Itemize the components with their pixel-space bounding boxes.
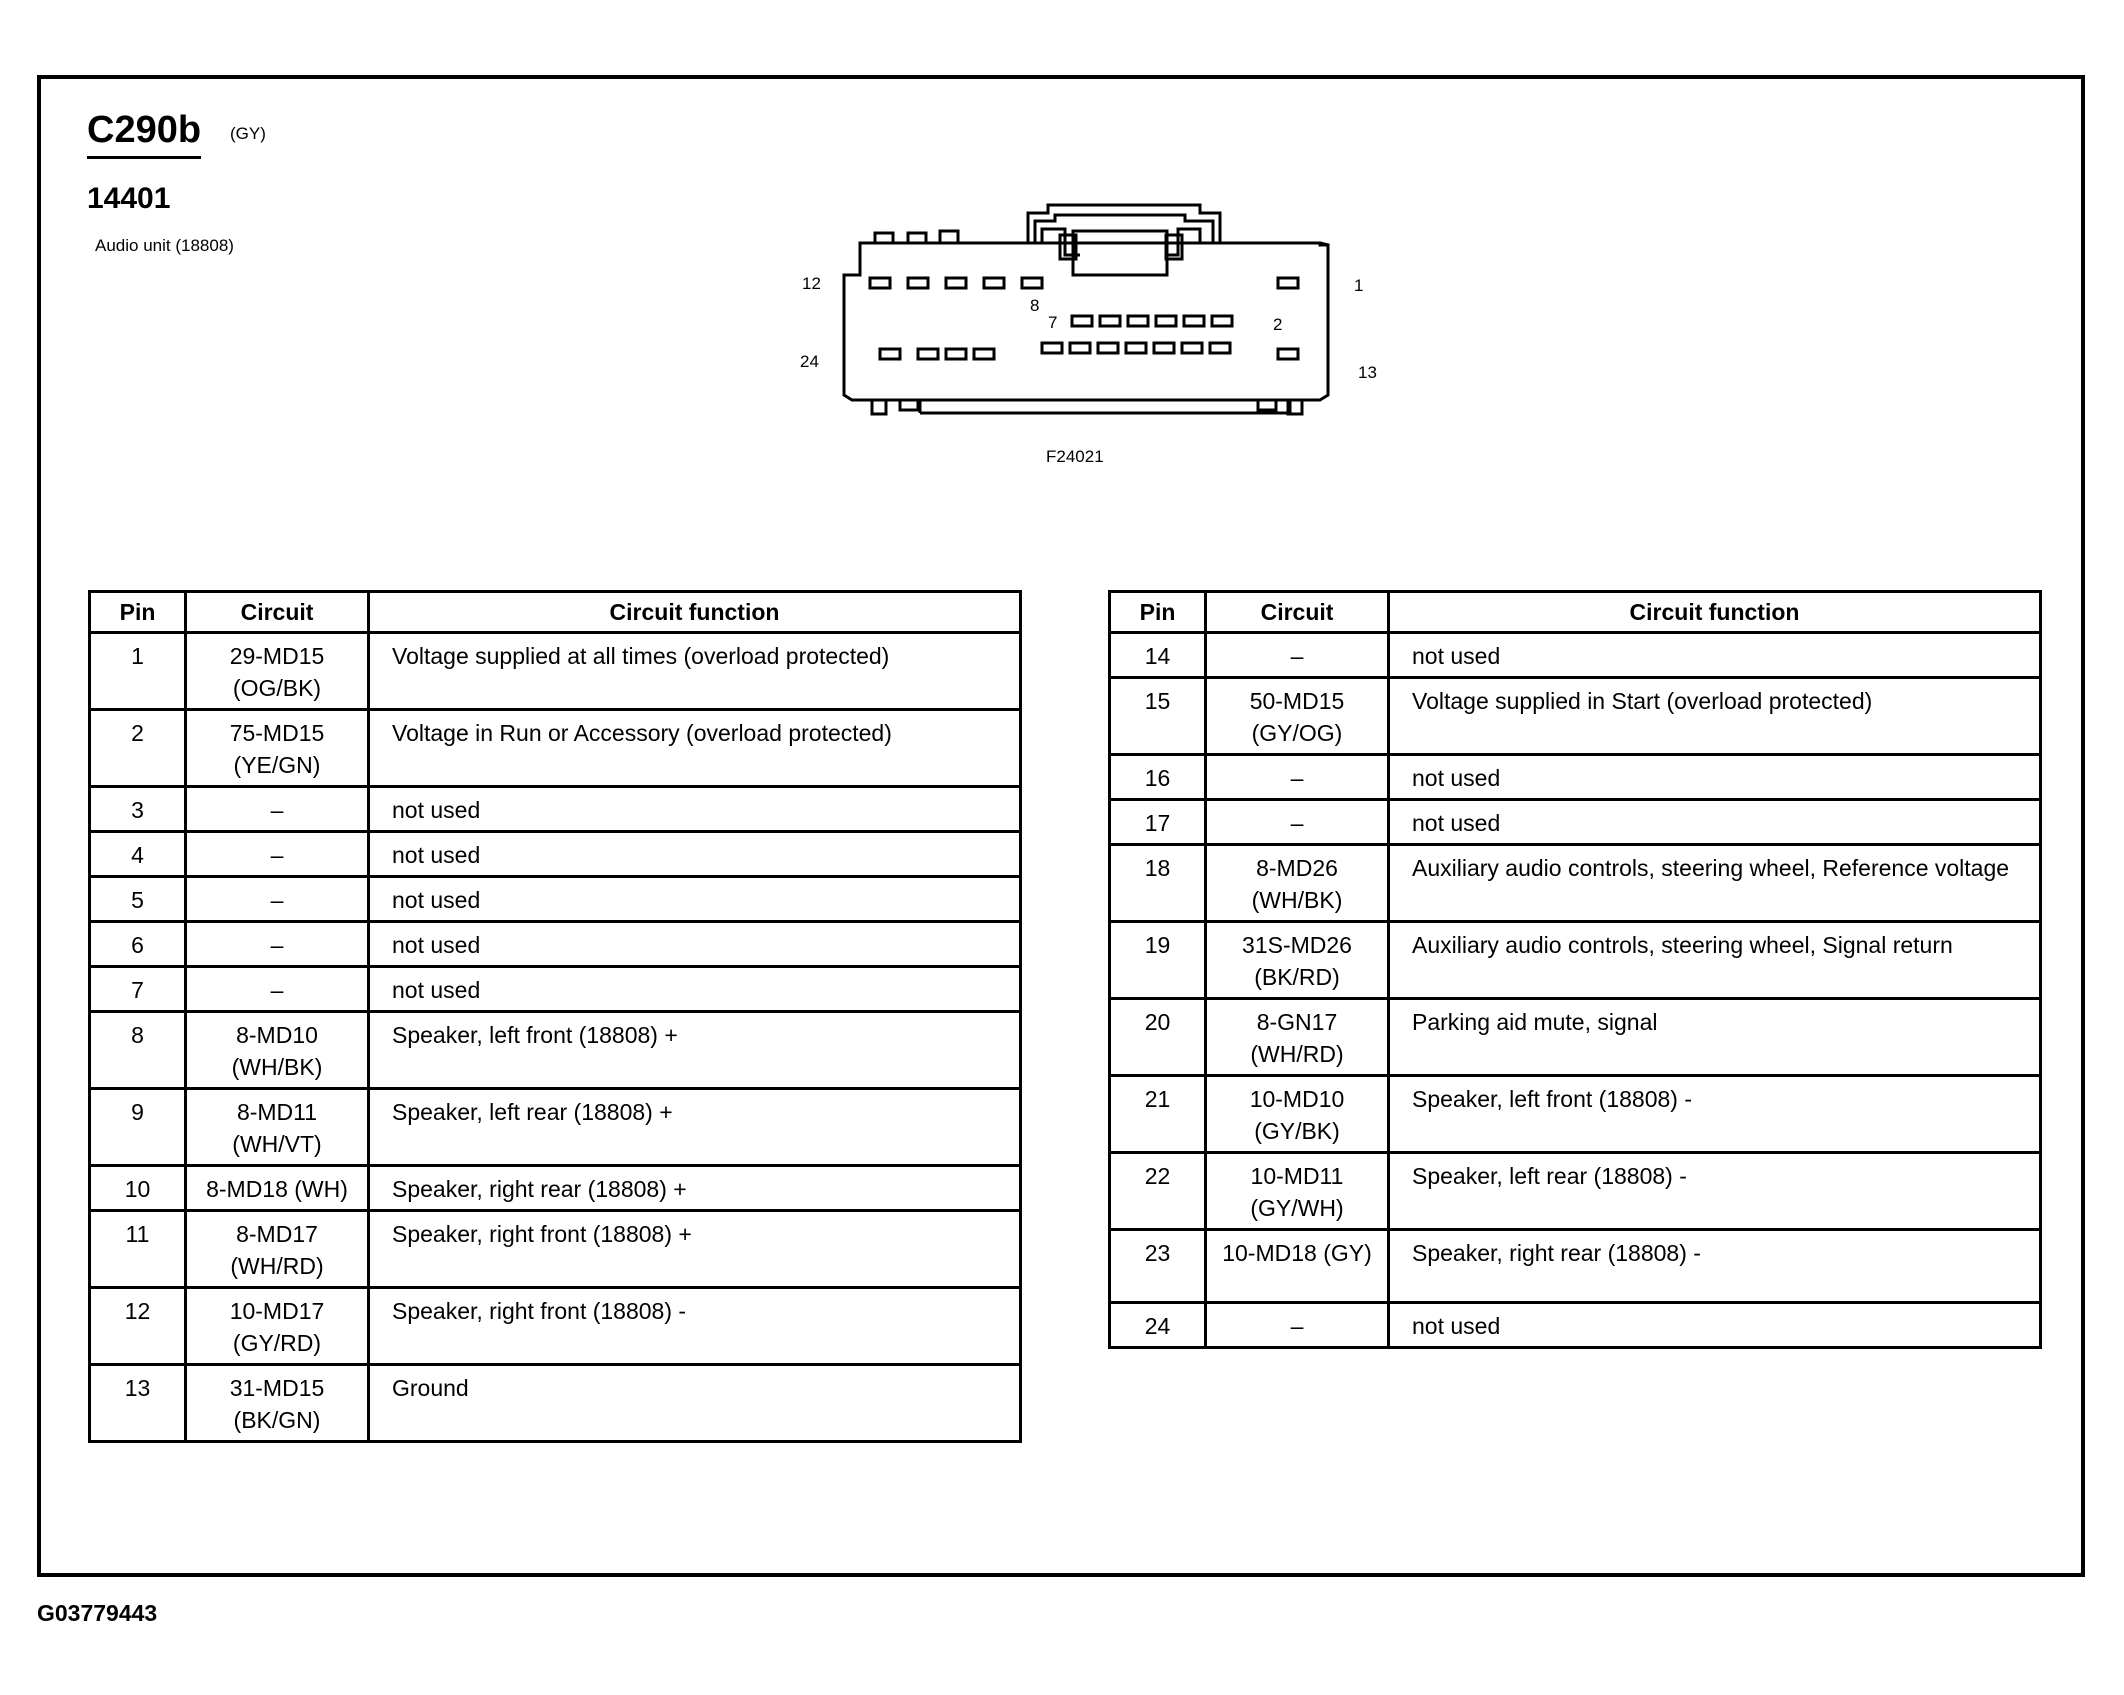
circuit: 31S-MD26 (BK/RD)	[1206, 922, 1389, 999]
circuit-function: not used	[369, 877, 1021, 922]
pin-cavity	[1278, 349, 1298, 359]
pin-cavity	[1070, 343, 1090, 353]
housing-tab	[875, 233, 893, 243]
pin-number: 3	[90, 787, 186, 832]
circuit-function: Speaker, left rear (18808) -	[1389, 1153, 2041, 1230]
pin-cavity	[1128, 316, 1148, 326]
table-row	[1110, 1303, 2041, 1348]
pin-number: 14	[1110, 633, 1206, 678]
pin-label: 1	[1354, 276, 1364, 295]
connector-id: C290b	[87, 110, 201, 159]
pin-cavity	[1042, 343, 1062, 353]
pin-number: 9	[90, 1089, 186, 1166]
pin-number: 19	[1110, 922, 1206, 999]
circuit-function: not used	[1389, 800, 2041, 845]
circuit: 8-MD17 (WH/RD)	[186, 1211, 369, 1288]
pin-label: 13	[1358, 363, 1377, 382]
circuit: –	[1206, 633, 1389, 678]
circuit-function: not used	[369, 967, 1021, 1012]
table-row	[90, 633, 1021, 710]
pin-number: 21	[1110, 1076, 1206, 1153]
component-name: Audio unit (18808)	[95, 236, 234, 255]
circuit-function: Ground	[369, 1365, 1021, 1442]
table-row	[90, 1365, 1021, 1442]
circuit-function: Speaker, right rear (18808) -	[1389, 1230, 2041, 1303]
pin-number: 12	[90, 1288, 186, 1365]
pin-cavity	[1098, 343, 1118, 353]
pin-cavity	[1212, 316, 1232, 326]
circuit: –	[186, 967, 369, 1012]
pin-number: 4	[90, 832, 186, 877]
table-row	[1110, 1230, 2041, 1303]
circuit-function: not used	[369, 787, 1021, 832]
pin-cavity	[1278, 278, 1298, 288]
part-number: 14401	[87, 182, 171, 215]
table-row	[90, 1166, 1021, 1211]
pin-number: 10	[90, 1166, 186, 1211]
circuit: –	[1206, 755, 1389, 800]
circuit: 50-MD15 (GY/OG)	[1206, 678, 1389, 755]
col-header-circuit: Circuit	[1206, 592, 1389, 633]
pin-cavity	[880, 349, 900, 359]
circuit-function: Auxiliary audio controls, steering wheel, Reference voltage	[1389, 845, 2041, 922]
table-row	[1110, 678, 2041, 755]
table-row	[1110, 922, 2041, 999]
pin-cavity	[908, 278, 928, 288]
pin-number: 6	[90, 922, 186, 967]
pin-label: 8	[1030, 296, 1040, 315]
pin-label: 7	[1048, 313, 1058, 332]
pin-cavity	[946, 349, 966, 359]
connector-color: (GY)	[230, 124, 266, 143]
circuit-function: Speaker, right front (18808) -	[369, 1288, 1021, 1365]
pin-number: 22	[1110, 1153, 1206, 1230]
pin-cavity	[1022, 278, 1042, 288]
circuit-function: not used	[369, 832, 1021, 877]
table-row	[90, 1288, 1021, 1365]
latch-window	[1073, 243, 1167, 275]
table-row	[1110, 800, 2041, 845]
pin-number: 7	[90, 967, 186, 1012]
col-header-function: Circuit function	[369, 592, 1021, 633]
table-row	[90, 967, 1021, 1012]
circuit: 10-MD18 (GY)	[1206, 1230, 1389, 1303]
col-header-circuit: Circuit	[186, 592, 369, 633]
circuit: 31-MD15 (BK/GN)	[186, 1365, 369, 1442]
circuit-function: Speaker, right rear (18808) +	[369, 1166, 1021, 1211]
pin-cavity	[1182, 343, 1202, 353]
col-header-pin: Pin	[1110, 592, 1206, 633]
table-row	[90, 877, 1021, 922]
circuit: 8-MD11 (WH/VT)	[186, 1089, 369, 1166]
circuit-function: not used	[1389, 755, 2041, 800]
circuit: –	[186, 922, 369, 967]
pin-cavity	[1126, 343, 1146, 353]
circuit: 10-MD10 (GY/BK)	[1206, 1076, 1389, 1153]
table-row	[90, 1211, 1021, 1288]
pin-number: 15	[1110, 678, 1206, 755]
circuit-function: Speaker, left front (18808) +	[369, 1012, 1021, 1089]
table-row	[90, 922, 1021, 967]
circuit-function: Speaker, left front (18808) -	[1389, 1076, 2041, 1153]
pin-number: 2	[90, 710, 186, 787]
table-row	[1110, 755, 2041, 800]
housing-foot	[872, 400, 886, 414]
pin-cavity	[870, 278, 890, 288]
pin-number: 17	[1110, 800, 1206, 845]
pin-cavity	[1210, 343, 1230, 353]
circuit-function: not used	[369, 922, 1021, 967]
table-row	[90, 1089, 1021, 1166]
circuit: –	[1206, 800, 1389, 845]
pin-label: 24	[800, 352, 819, 371]
pin-label: 12	[802, 274, 821, 293]
graphic-id: G03779443	[37, 1600, 158, 1626]
pin-cavity	[1156, 316, 1176, 326]
circuit-function: Parking aid mute, signal	[1389, 999, 2041, 1076]
housing-foot	[1258, 400, 1276, 410]
col-header-function: Circuit function	[1389, 592, 2041, 633]
pin-table-right	[1108, 590, 2042, 1349]
connector-housing	[844, 243, 1328, 400]
pin-number: 8	[90, 1012, 186, 1089]
pin-number: 13	[90, 1365, 186, 1442]
pin-cavity	[1154, 343, 1174, 353]
connector-face-diagram	[780, 195, 1400, 430]
pin-label: 2	[1273, 315, 1283, 334]
circuit: 8-MD18 (WH)	[186, 1166, 369, 1211]
pin-cavity	[1072, 316, 1092, 326]
pin-cavity	[984, 278, 1004, 288]
latch	[1028, 205, 1220, 243]
pin-number: 23	[1110, 1230, 1206, 1303]
col-header-pin: Pin	[90, 592, 186, 633]
circuit: –	[186, 787, 369, 832]
circuit: –	[1206, 1303, 1389, 1348]
table-row	[1110, 845, 2041, 922]
pin-number: 24	[1110, 1303, 1206, 1348]
circuit-function: not used	[1389, 633, 2041, 678]
circuit-function: not used	[1389, 1303, 2041, 1348]
pin-table-left	[88, 590, 1022, 1443]
table-row	[90, 1012, 1021, 1089]
pin-cavity	[946, 278, 966, 288]
table-row	[1110, 633, 2041, 678]
pin-number: 1	[90, 633, 186, 710]
circuit-function: Auxiliary audio controls, steering wheel, Signal return	[1389, 922, 2041, 999]
housing-tab	[908, 233, 926, 243]
pin-number: 11	[90, 1211, 186, 1288]
pin-cavity	[918, 349, 938, 359]
circuit: 29-MD15 (OG/BK)	[186, 633, 369, 710]
circuit-function: Speaker, left rear (18808) +	[369, 1089, 1021, 1166]
pin-number: 16	[1110, 755, 1206, 800]
table-row	[90, 787, 1021, 832]
pin-cavity	[1184, 316, 1204, 326]
circuit-function: Voltage supplied at all times (overload protected)	[369, 633, 1021, 710]
pin-number: 20	[1110, 999, 1206, 1076]
table-row	[1110, 999, 2041, 1076]
circuit-function: Voltage supplied in Start (overload protected)	[1389, 678, 2041, 755]
figure-code: F24021	[1046, 447, 1104, 466]
circuit: 75-MD15 (YE/GN)	[186, 710, 369, 787]
housing-tab	[940, 231, 958, 243]
pin-number: 18	[1110, 845, 1206, 922]
circuit: 8-MD26 (WH/BK)	[1206, 845, 1389, 922]
circuit: 10-MD11 (GY/WH)	[1206, 1153, 1389, 1230]
pin-cavity	[974, 349, 994, 359]
circuit: 8-MD10 (WH/BK)	[186, 1012, 369, 1089]
circuit: 10-MD17 (GY/RD)	[186, 1288, 369, 1365]
table-row	[1110, 1153, 2041, 1230]
pin-cavity	[1100, 316, 1120, 326]
table-row	[90, 710, 1021, 787]
table-row	[1110, 1076, 2041, 1153]
circuit: –	[186, 832, 369, 877]
pin-number: 5	[90, 877, 186, 922]
circuit-function: Voltage in Run or Accessory (overload protected)	[369, 710, 1021, 787]
circuit: –	[186, 877, 369, 922]
housing-foot	[900, 400, 918, 410]
circuit-function: Speaker, right front (18808) +	[369, 1211, 1021, 1288]
circuit: 8-GN17 (WH/RD)	[1206, 999, 1389, 1076]
table-row	[90, 832, 1021, 877]
